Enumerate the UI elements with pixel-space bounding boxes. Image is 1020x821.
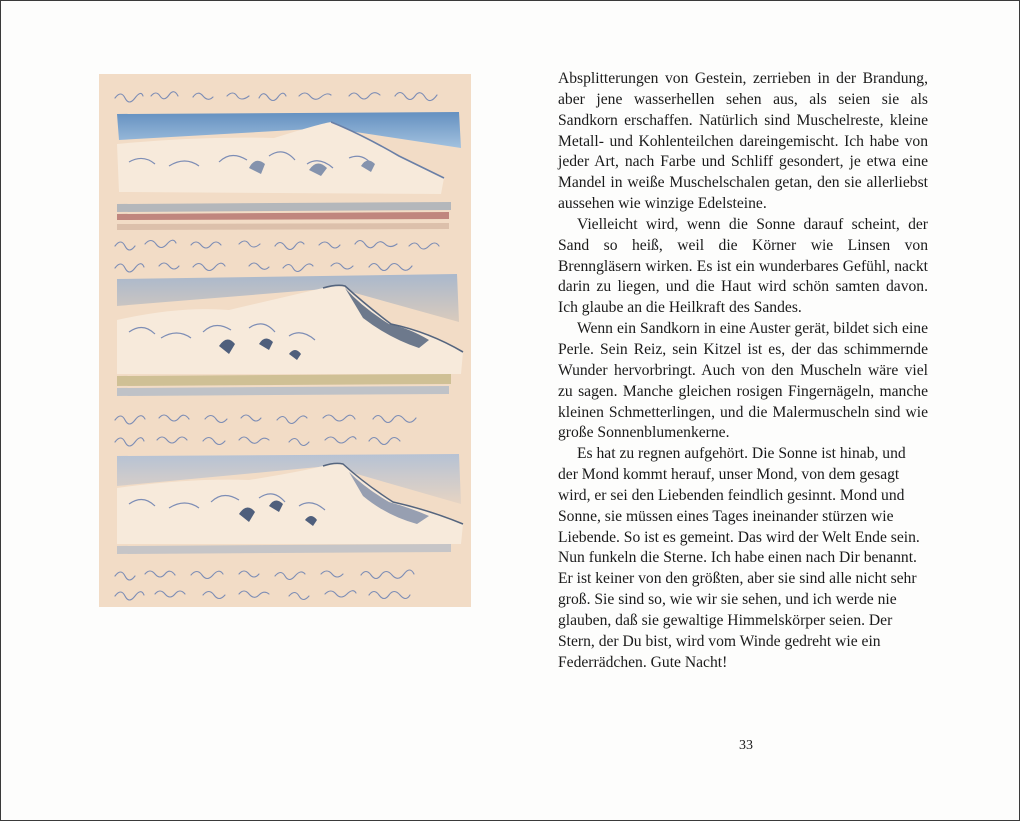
dunes-sketch (99, 74, 471, 607)
watercolor-illustration (99, 74, 471, 607)
paragraph: Es hat zu regnen aufgehört. Die Sonne ist hinab, und der Mond kommt herauf, unser Mond, von dem gesagt wird, er sei den Liebenden feindlich gesinnt. Mond und Sonne, sie müssen eines Tages ineinander stürzen wie Liebende. So ist es gemeint. Das wird der Welt Ende sein. Nun funkeln die Sterne. Ich habe einen nach Dir benannt. Er ist keiner von den größten, aber sie sind alle nicht sehr groß. Sie sind so, wie wir sie sehen, und ich werde nie glauben, daß sie gewaltige Himmelskörper seien. Der Stern, der Du bist, wird vom Winde gedreht wie ein Federrädchen. Gute Nacht! (558, 445, 920, 671)
paragraph: Absplitterungen von Gestein, zerrieben in der Brandung, aber jene wasserhellen sehen aus, als seien sie als Sandkorn erschaffen. Natürlich sind Muschelreste, kleine Metall- und Kohlenteilchen dareingemischt. Ich habe von jeder Art, nach Farbe und Schliff gesondert, je etwa eine Mandel in weiße Muschelschalen getan, den sie allerliebst aussehen wie winzige Edelsteine. (558, 70, 928, 213)
body-text (558, 69, 928, 673)
paragraph: Vielleicht wird, wenn die Sonne darauf scheint, der Sand so heiß, weil die Körner wie Linsen von Brenngläsern wirken. Es ist ein wunderbares Gefühl, nackt darin zu liegen, und die Haut wird schön samten davon. Ich glaube an die Heilkraft des Sandes. (558, 215, 928, 317)
page-number: 33 (739, 738, 753, 753)
paragraph: Wenn ein Sandkorn in eine Auster gerät, bildet sich eine Perle. Sein Reiz, sein Kitzel ist es, der das schimmernde Wunder hervorbringt. Auch von den Muscheln wäre viel zu sagen. Manche gleichen rosigen Fingernägeln, manche kleinen Schmetterlingen, und die Malermuscheln sind wie große Sonnenblumenkerne. (558, 320, 928, 442)
